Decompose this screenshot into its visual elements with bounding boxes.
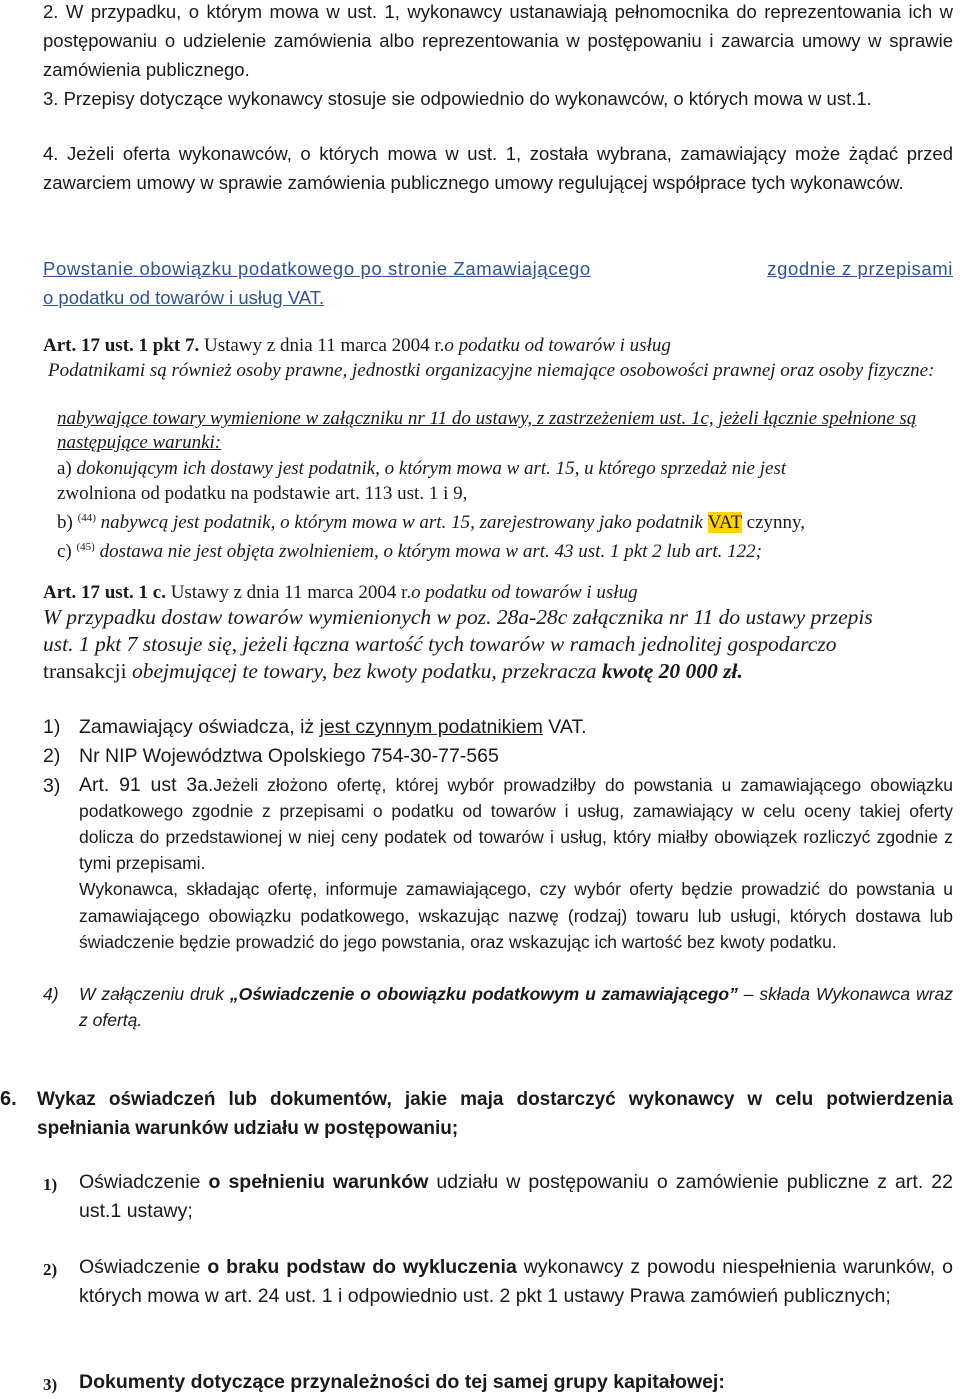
vat-heading-left: Powstanie obowiązku podatkowego po stronie Zamawiającego (43, 258, 591, 279)
list-1-item-4-num: 4) (43, 984, 59, 1004)
list-1-item-3-cont: Wykonawca, składając ofertę, informuje zamawiającego, czy wybór oferty będzie prowadzić do powstania u zamawiającego obowiązku podatkowego, wskazując nazwę (rodzaj) towaru lub usługi, których dostawa lub świadczenie będzie prowadzić do jego powstania, oraz wskazując ich wartość bez kwoty podatku. (79, 879, 953, 952)
list-1-item-2: 2) Nr NIP Województwa Opolskiego 754-30-77-565 (43, 745, 499, 767)
art17-item-a: a) dokonującym ich dostawy jest podatnik, o którym mowa w art. 15, u którego sprzedaż nie jest (57, 458, 787, 479)
art17-item-c: c) $^{(45)}$ dostawa nie jest objęta zwolnieniem, o którym mowa w art. 43 ust. 1 pkt 2 lub art. 122; (57, 541, 762, 562)
vat-heading-right: zgodnie z przepisami (767, 258, 953, 279)
list-1-item-3: Art. 91 ust 3a.Jeżeli złożono ofertę, której wybór prowadziłby do powstania u zamawiającego obowiązku podatkowego zgodnie z przepisami o podatku od towarów i usług, zamawiający w celu oceny takiej oferty dolicza do przedstawionej w niej ceny podatek od towarów i usług, który miałby obowiązek rozliczyć zgodnie z tymi przepisami. (79, 774, 953, 873)
section-6-num: 6. (0, 1088, 17, 1110)
sec6-item-3-num: 3) (43, 1375, 58, 1394)
art17-item-a-cont: zwolniona od podatku na podstawie art. 113 ust. 1 i 9, (57, 483, 468, 504)
sec6-item-1: Oświadczenie o spełnieniu warunków udziału w postępowaniu o zamówienie publiczne z art. 22 ust.1 ustawy; (79, 1171, 953, 1222)
paragraph-2: 2. W przypadku, o którym mowa w ust. 1, wykonawcy ustanawiają pełnomocnika do reprezentowania ich w postępowaniu o udzielenie zamówienia albo reprezentowania w postępowaniu i zawarcia umowy w sprawie zamówienia publicznego. (43, 1, 953, 80)
sec6-item-2-num: 2) (43, 1260, 58, 1279)
paragraph-3: 3. Przepisy dotyczące wykonawcy stosuje sie odpowiednio do wykonawców, o których mowa w ust.1. (43, 88, 872, 109)
list-1-item-4: W załączeniu druk „Oświadczenie o obowiązku podatkowym u zamawiającego” – składa Wykonawca wraz z ofertą. (79, 984, 953, 1030)
sec6-item-1-num: 1) (43, 1175, 58, 1194)
list-1 (43, 713, 953, 771)
list-1-item-1: 1) Zamawiający oświadcza, iż jest czynnym podatnikiem VAT. (43, 716, 587, 738)
sec6-item-2: Oświadczenie o braku podstaw do wykluczenia wykonawcy z powodu niespełnienia warunków, o których mowa w art. 24 ust. 1 i odpowiednio ust. 2 pkt 1 ustawy Prawa zamówień publicznych; (79, 1256, 953, 1307)
paragraph-4: 4. Jeżeli oferta wykonawców, o których mowa w ust. 1, została wybrana, zamawiający może żądać przed zawarciem umowy w sprawie zamówienia publicznego umowy regulującej współprace tych wykonawców. (43, 143, 953, 193)
art17-intro: Podatnikami są również osoby prawne, jednostki organizacyjne niemające osobowości prawnej oraz osoby fizyczne: (48, 360, 935, 381)
vat-highlight: VAT (707, 512, 742, 533)
sec6-item-3: Dokumenty dotyczące przynależności do tej samej grupy kapitałowej: (79, 1371, 725, 1393)
art17-list (57, 456, 937, 564)
section-6-title: Wykaz oświadczeń lub dokumentów, jakie maja dostarczyć wykonawcy w celu potwierdzenia spełniania warunków udziału w postępowaniu; (37, 1089, 953, 1139)
vat-heading-line2: o podatku od towarów i usług VAT. (43, 287, 325, 308)
art17-conditions: nabywające towary wymienione w załączniku nr 11 do ustawy, z zastrzeżeniem ust. 1c, jeżeli łącznie spełnione są następujące warunki: (57, 408, 917, 453)
art17-reference: Art. 17 ust. 1 pkt 7. Ustawy z dnia 11 marca 2004 r.o podatku od towarów i usług (43, 335, 671, 356)
art17c-body: W przypadku dostaw towarów wymienionych w poz. 28a-28c załącznika nr 11 do ustawy przepis ust. 1 pkt 7 stosuje się, jeżeli łączna wartość tych towarów w ramach jednolitej gospodarczo transakcji obejmującej te towary, bez kwoty podatku, przekracza kwotę 20 000 zł. (43, 605, 873, 683)
art17c-reference: Art. 17 ust. 1 c. Ustawy z dnia 11 marca 2004 r.o podatku od towarów i usług (43, 582, 638, 603)
art17-item-b: b) $^{(44)}$ nabywcą jest podatnik, o którym mowa w art. 15, zarejestrowany jako podatnik VAT czynny, (57, 512, 806, 533)
vat-heading (43, 254, 953, 312)
list-1-item-3-num: 3) (43, 775, 61, 797)
